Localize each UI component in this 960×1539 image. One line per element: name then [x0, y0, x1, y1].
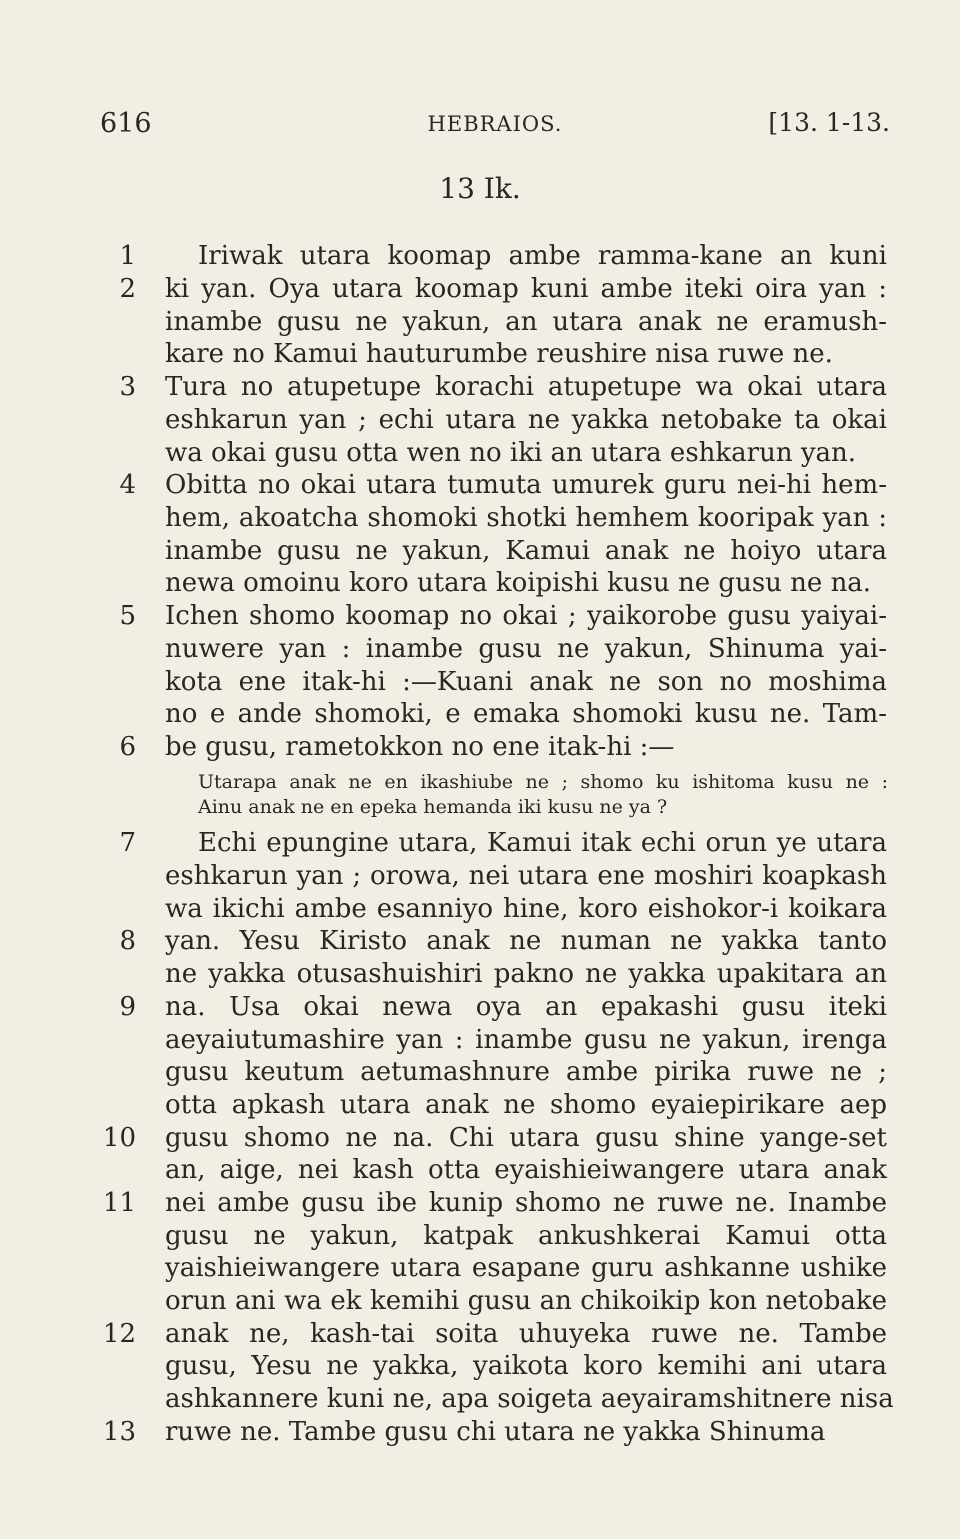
text-line: eshkarun yan ; orowa, nei utara ene moshiri koapkash [165, 861, 887, 891]
text-line: inambe gusu ne yakun, Kamui anak ne hoiyo utara [165, 536, 887, 566]
verse-number: 6 [119, 732, 136, 762]
chapter-verse-reference: [13. 1-13. [768, 108, 890, 137]
text-line: newa omoinu koro utara koipishi kusu ne gusu ne na. [165, 568, 872, 598]
text-line: Iriwak utara koomap ambe ramma-kane an kuni [198, 241, 887, 271]
text-line: orun ani wa ek kemihi gusu an chikoikip kon netobake [165, 1286, 887, 1316]
verse-number: 1 [119, 241, 136, 271]
poem-line: Ainu anak ne en epeka hemanda iki kusu ne ya ? [198, 796, 668, 818]
page-number: 616 [100, 108, 152, 139]
text-line: no e ande shomoki, e emaka shomoki kusu ne. Tam- [165, 699, 887, 729]
text-line: Ichen shomo koomap no okai ; yaikorobe gusu yaiyai- [165, 601, 887, 631]
verse-number: 3 [119, 372, 136, 402]
text-line: gusu shomo ne na. Chi utara gusu shine yange-set [165, 1123, 887, 1153]
text-line: ne yakka otusashuishiri pakno ne yakka upakitara an [165, 959, 887, 989]
text-line: gusu ne yakun, katpak ankushkerai Kamui otta [165, 1221, 887, 1251]
text-line: ki yan. Oya utara koomap kuni ambe iteki oira yan : [165, 274, 887, 304]
verse-number: 2 [119, 274, 136, 304]
text-line: nuwere yan : inambe gusu ne yakun, Shinuma yai- [165, 634, 887, 664]
verse-number: 8 [119, 926, 136, 956]
text-line: an, aige, nei kash otta eyaishieiwangere utara anak [165, 1155, 887, 1185]
text-line: yaishieiwangere utara esapane guru ashkanne ushike [165, 1253, 887, 1283]
text-line: kare no Kamui hauturumbe reushire nisa ruwe ne. [165, 339, 833, 369]
text-line: inambe gusu ne yakun, an utara anak ne eramush- [165, 307, 887, 337]
verse-number: 9 [119, 992, 136, 1022]
verse-number: 10 [102, 1123, 136, 1153]
text-line: eshkarun yan ; echi utara ne yakka netobake ta okai [165, 405, 887, 435]
text-line: be gusu, rametokkon no ene itak-hi :— [165, 732, 675, 762]
verse-number: 11 [102, 1188, 136, 1218]
text-line: anak ne, kash-tai soita uhuyeka ruwe ne. Tambe [165, 1319, 887, 1349]
chapter-heading: 13 Ik. [439, 172, 521, 205]
text-line: na. Usa okai newa oya an epakashi gusu iteki [165, 992, 887, 1022]
poem-line: Utarapa anak ne en ikashiube ne ; shomo ku ishitoma kusu ne : [198, 771, 888, 793]
verse-number: 5 [119, 601, 136, 631]
verse-number: 13 [102, 1417, 136, 1447]
text-line: ashkannere kuni ne, apa soigeta aeyairamshitnere nisa [165, 1384, 894, 1414]
text-line: Obitta no okai utara tumuta umurek guru nei-hi hem- [165, 470, 887, 500]
verse-number: 7 [119, 828, 136, 858]
running-title: HEBRAIOS. [427, 112, 563, 136]
text-line: nei ambe gusu ibe kunip shomo ne ruwe ne. Inambe [165, 1188, 887, 1218]
text-line: yan. Yesu Kiristo anak ne numan ne yakka tanto [165, 926, 887, 956]
text-line: wa okai gusu otta wen no iki an utara eshkarun yan. [165, 438, 857, 468]
text-line: gusu keutum aetumashnure ambe pirika ruwe ne ; [165, 1057, 887, 1087]
verse-number: 12 [102, 1319, 136, 1349]
text-line: hem, akoatcha shomoki shotki hemhem kooripak yan : [165, 503, 887, 533]
text-line: Tura no atupetupe korachi atupetupe wa okai utara [165, 372, 887, 402]
text-line: otta apkash utara anak ne shomo eyaiepirikare aep [165, 1090, 887, 1120]
text-line: ruwe ne. Tambe gusu chi utara ne yakka Shinuma [165, 1417, 826, 1447]
text-line: aeyaiutumashire yan : inambe gusu ne yakun, irenga [165, 1025, 887, 1055]
text-line: gusu, Yesu ne yakka, yaikota koro kemihi ani utara [165, 1351, 887, 1381]
verse-number: 4 [119, 470, 136, 500]
text-line: kota ene itak-hi :—Kuani anak ne son no moshima [165, 667, 887, 697]
text-line: Echi epungine utara, Kamui itak echi orun ye utara [198, 828, 887, 858]
text-line: wa ikichi ambe esanniyo hine, koro eishokor-i koikara [165, 894, 887, 924]
